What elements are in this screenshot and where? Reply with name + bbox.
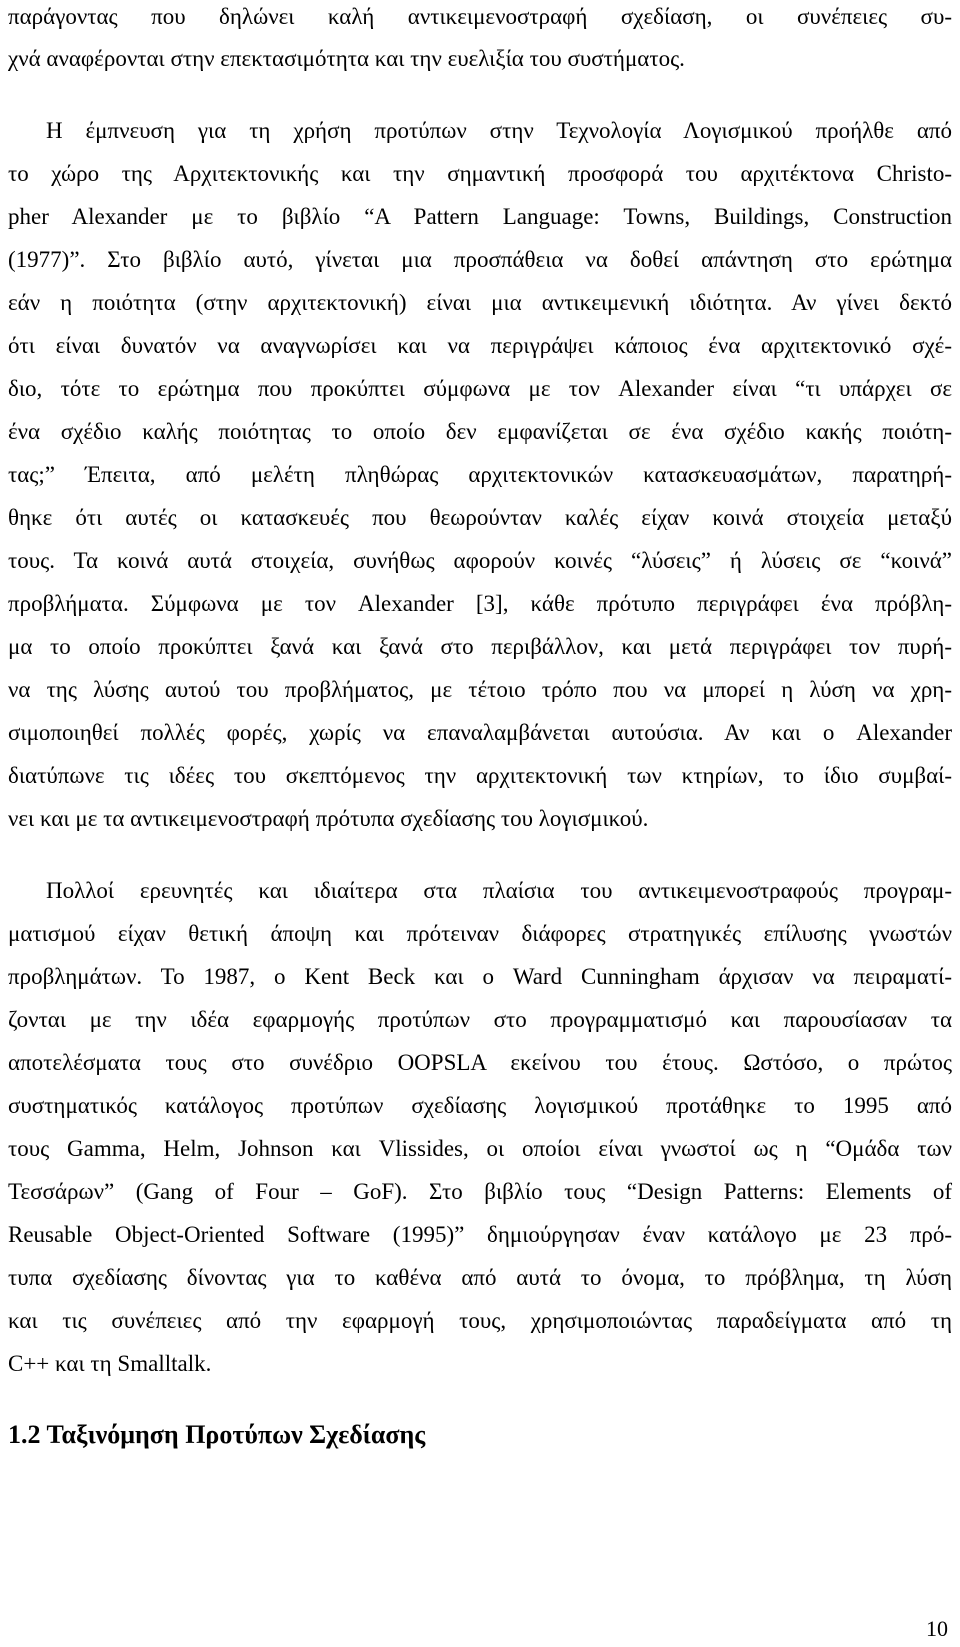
paragraph-2-line-10: θηκε ότι αυτές οι κατασκευές που θεωρούνταν καλές είχαν κοινά στοιχεία μεταξύ [8, 505, 952, 530]
paragraph-3-line-1: Πολλοί ερευνητές και ιδιαίτερα στα πλαίσια του αντικειμενοστραφούς προγραμ- [46, 878, 952, 903]
paragraph-1-line-2: χνά αναφέρονται στην επεκτασιμότητα και την ευελιξία του συστήματος. [8, 46, 685, 71]
paragraph-3-line-6: συστηματικός κατάλογος προτύπων σχεδίασης λογισμικού προτάθηκε το 1995 από [8, 1093, 952, 1118]
paragraph-2-line-4: (1977)”. Στο βιβλίο αυτό, γίνεται μια προσπάθεια να δοθεί απάντηση στο ερώτημα [8, 247, 952, 272]
paragraph-2-line-12: προβλήματα. Σύμφωνα με τον Alexander [3], κάθε πρότυπο περιγράφει ένα πρόβλη- [8, 591, 952, 616]
paragraph-2-line-8: ένα σχέδιο καλής ποιότητας το οποίο δεν εμφανίζεται σε ένα σχέδιο κακής ποιότη- [8, 419, 952, 444]
paragraph-3-line-9: Reusable Object-Oriented Software (1995)” δημιούργησαν έναν κατάλογο με 23 πρό- [8, 1222, 952, 1247]
paragraph-2-line-16: διατύπωνε τις ιδέες του σκεπτόμενος την αρχιτεκτονική των κτηρίων, το ίδιο συμβαί- [8, 763, 952, 788]
paragraph-2-line-6: ότι είναι δυνατόν να αναγνωρίσει και να περιγράψει κάποιος ένα αρχιτεκτονικό σχέ- [8, 333, 952, 358]
paragraph-3-line-12: C++ και τη Smalltalk. [8, 1351, 212, 1376]
paragraph-3-line-3: προβλημάτων. Το 1987, ο Kent Beck και ο Ward Cunningham άρχισαν να πειραματί- [8, 964, 952, 989]
paragraph-2-line-3: pher Alexander με το βιβλίο “A Pattern Language: Towns, Buildings, Construction [8, 204, 952, 229]
paragraph-2-line-14: να της λύσης αυτού του προβλήματος, με τέτοιο τρόπο που να μπορεί η λύση να χρη- [8, 677, 952, 702]
page-number: 10 [926, 1616, 948, 1641]
paragraph-2-line-1: Η έμπνευση για τη χρήση προτύπων στην Τεχνολογία Λογισμικού προήλθε από [46, 118, 952, 143]
paragraph-1-line-1: παράγοντας που δηλώνει καλή αντικειμενοστραφή σχεδίαση, οι συνέπειες συ- [8, 4, 952, 29]
paragraph-3-line-7: τους Gamma, Helm, Johnson και Vlissides, οι οποίοι είναι γνωστοί ως η “Ομάδα των [8, 1136, 952, 1161]
paragraph-2-line-11: τους. Τα κοινά αυτά στοιχεία, συνήθως αφορούν κοινές “λύσεις” ή λύσεις σε “κοινά” [8, 548, 952, 573]
paragraph-3-line-8: Τεσσάρων” (Gang of Four – GoF). Στο βιβλίο τους “Design Patterns: Elements of [8, 1179, 952, 1204]
paragraph-2-line-2: το χώρο της Αρχιτεκτονικής και την σημαντική προσφορά του αρχιτέκτονα Christo- [8, 161, 952, 186]
paragraph-3-line-4: ζονται με την ιδέα εφαρμογής προτύπων στο προγραμματισμό και παρουσίασαν τα [8, 1007, 952, 1032]
paragraph-2-line-17: νει και με τα αντικειμενοστραφή πρότυπα σχεδίασης του λογισμικού. [8, 806, 649, 831]
paragraph-3-line-5: αποτελέσματα τους στο συνέδριο OOPSLA εκείνου του έτους. Ωστόσο, ο πρώτος [8, 1050, 952, 1075]
section-heading: 1.2 Ταξινόμηση Προτύπων Σχεδίασης [8, 1420, 426, 1449]
paragraph-3-line-11: και τις συνέπειες από την εφαρμογή τους, χρησιμοποιώντας παραδείγματα από τη [8, 1308, 952, 1333]
paragraph-2-line-5: εάν η ποιότητα (στην αρχιτεκτονική) είναι μια αντικειμενική ιδιότητα. Αν γίνει δεκτό [8, 290, 952, 315]
paragraph-2-line-9: τας;” Έπειτα, από μελέτη πληθώρας αρχιτεκτονικών κατασκευασμάτων, παρατηρή- [8, 462, 952, 487]
paragraph-2-line-13: μα το οποίο προκύπτει ξανά και ξανά στο περιβάλλον, και μετά περιγράφει τον πυρή- [8, 634, 952, 659]
paragraph-3-line-2: ματισμού είχαν θετική άποψη και πρότειναν διάφορες στρατηγικές επίλυσης γνωστών [8, 921, 952, 946]
paragraph-2-line-15: σιμοποιηθεί πολλές φορές, χωρίς να επαναλαμβάνεται αυτούσια. Αν και ο Alexander [8, 720, 952, 745]
paragraph-2-line-7: διο, τότε το ερώτημα που προκύπτει σύμφωνα με τον Alexander είναι “τι υπάρχει σε [8, 376, 952, 401]
paragraph-3-line-10: τυπα σχεδίασης δίνοντας για το καθένα από αυτά το όνομα, το πρόβλημα, τη λύση [8, 1265, 952, 1290]
